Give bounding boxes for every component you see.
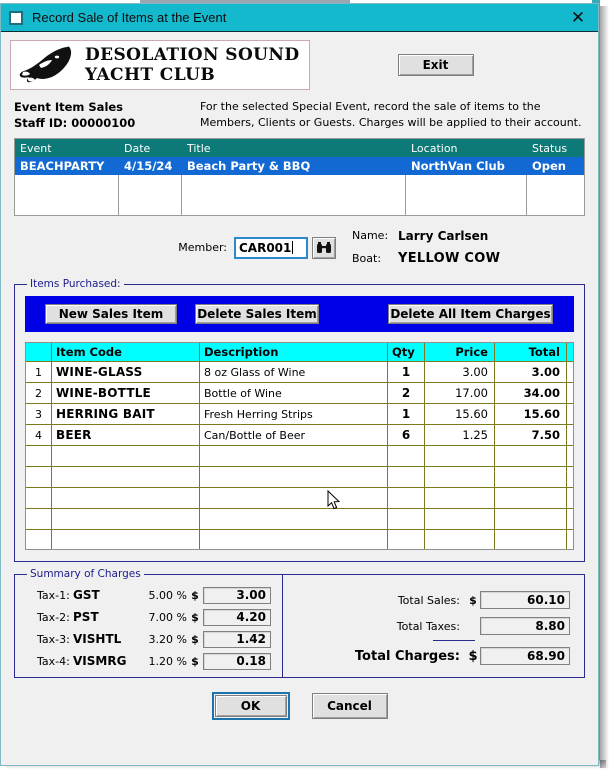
dialog-body [1,32,598,765]
cell-qty [388,530,425,550]
items-table[interactable] [25,342,574,550]
tax-index-label: Tax-1: [37,588,70,602]
summary-inner [15,575,584,677]
staff-id: Staff ID: 00000100 [14,116,136,130]
cell-qty [388,467,425,487]
member-label: Member: [178,241,227,254]
tax-row [37,606,282,628]
items-table-header [26,343,573,362]
cell-total [495,509,567,529]
tax-name: GST [73,588,100,602]
cell-price [425,509,495,529]
cell-item-code: WINE-GLASS [52,362,200,382]
new-sales-item-button[interactable]: New Sales Item [45,304,177,324]
events-col-event: Event [20,141,52,155]
cell-index: 3 [26,404,52,424]
cell-qty: 2 [388,383,425,403]
items-purchased-group [14,278,585,562]
table-row[interactable] [26,509,573,530]
tax-row [37,584,282,606]
empty-col-title [182,175,406,215]
empty-col-location [406,175,527,215]
cell-description: Can/Bottle of Beer [200,425,388,445]
items-col-qty: Qty [388,343,425,361]
cell-total [495,446,567,466]
cell-qty [388,488,425,508]
total-taxes-label: Total Taxes: [396,619,460,633]
totals-panel [283,575,584,677]
cell-description [200,530,388,550]
cell-qty [388,509,425,529]
cell-qty: 6 [388,425,425,445]
tax-index-label: Tax-2: [37,610,70,624]
cell-total: 7.50 [495,425,567,445]
summary-group-title: Summary of Charges [27,568,144,580]
table-row[interactable] [26,467,573,488]
total-charges-value: 68.90 [480,647,570,665]
cell-price [425,467,495,487]
events-col-title: Title [187,141,211,155]
ok-button-focus-ring [212,692,290,720]
cell-index [26,467,52,487]
info-description [200,99,581,131]
total-sales-value: 60.10 [480,591,570,609]
cell-price: 1.25 [425,425,495,445]
cancel-button[interactable]: Cancel [312,693,388,719]
cell-item-code [52,530,200,550]
cell-date: 4/15/24 [124,159,173,173]
header-row [10,32,589,90]
cell-total [495,467,567,487]
items-col-description: Description [200,343,388,361]
cell-description: 8 oz Glass of Wine [200,362,388,382]
empty-col-date [119,175,182,215]
total-sales-label: Total Sales: [397,593,460,607]
cell-item-code: HERRING BAIT [52,404,200,424]
total-sales-row [283,587,570,613]
record-sale-dialog [0,3,599,766]
cell-index [26,509,52,529]
total-charges-label: Total Charges: [354,648,460,664]
items-col-item-code: Item Code [52,343,200,361]
items-col-index [26,343,52,361]
cell-description [200,467,388,487]
member-details [352,225,500,270]
total-charges-currency: $ [468,648,478,664]
empty-col-event [15,175,119,215]
total-charges-row [283,643,570,669]
tax-amount: 3.00 [203,587,271,604]
table-row[interactable] [26,425,573,446]
items-table-body [26,362,573,550]
cell-total: 15.60 [495,404,567,424]
cell-description [200,446,388,466]
member-lookup-button[interactable] [312,237,336,259]
cell-total: 3.00 [495,362,567,382]
tax-name: VISHTL [73,632,122,646]
cell-description: Bottle of Wine [200,383,388,403]
cell-price: 3.00 [425,362,495,382]
tax-currency: $ [191,632,199,646]
cell-index: 1 [26,362,52,382]
totals-divider [433,640,475,641]
text-caret [292,241,293,254]
tax-currency: $ [191,654,199,668]
tax-amount: 4.20 [203,609,271,626]
tax-currency: $ [191,610,199,624]
cell-title: Beach Party & BBQ [187,159,311,173]
cell-description: Fresh Herring Strips [200,404,388,424]
cell-item-code [52,467,200,487]
table-row[interactable] [26,362,573,383]
window-shadow-right [600,6,609,768]
cell-item-code [52,488,200,508]
tax-row [37,650,282,672]
items-action-bar [25,296,574,332]
events-col-date: Date [124,141,151,155]
tax-currency: $ [191,588,199,602]
cell-price [425,530,495,550]
cell-qty: 1 [388,404,425,424]
events-grid-empty-area[interactable] [15,175,584,215]
cell-price [425,488,495,508]
member-input[interactable] [234,237,308,259]
info-row [10,99,589,131]
ok-button[interactable]: OK [215,695,287,717]
tax-amount: 0.18 [203,653,271,670]
events-grid-header [15,139,584,157]
delete-sales-item-button[interactable]: Delete Sales Item [195,304,319,324]
description-line-2: Members, Clients or Guests. Charges will be applied to their account. [200,116,582,129]
total-taxes-row [283,613,570,639]
tax-index-label: Tax-3: [37,632,70,646]
tax-index-label: Tax-4: [37,654,70,668]
delete-all-item-charges-button[interactable]: Delete All Item Charges [388,304,553,324]
window-icon [9,11,23,25]
cell-index [26,488,52,508]
member-name-value: Larry Carlsen [398,229,489,243]
tax-name: PST [73,610,99,624]
window-title: Record Sale of Items at the Event [32,10,227,25]
cell-price [425,446,495,466]
tax-percent: 3.20 % [148,632,187,646]
dialog-footer [10,692,589,720]
tax-percent: 7.00 % [148,610,187,624]
binoculars-icon [316,242,332,254]
description-line-1: For the selected Special Event, record the sale of items to the [200,100,541,113]
total-taxes-value: 8.80 [480,617,570,635]
cell-index [26,446,52,466]
member-name-row [352,225,500,247]
cell-item-code: BEER [52,425,200,445]
table-row[interactable] [26,446,573,467]
events-grid-row-selected[interactable] [15,157,584,175]
cell-index [26,530,52,550]
cell-item-code [52,509,200,529]
member-row [10,225,589,270]
items-col-total: Total [495,343,567,361]
summary-of-charges-group [14,568,585,678]
cell-status: Open [532,159,566,173]
cell-event: BEACHPARTY [20,159,105,173]
close-icon[interactable]: ✕ [570,7,586,27]
table-row[interactable] [26,383,573,404]
events-col-location: Location [411,141,458,155]
tax-name: VISMRG [73,654,127,668]
club-logo [10,40,310,90]
cell-item-code [52,446,200,466]
cell-price: 17.00 [425,383,495,403]
cell-item-code: WINE-BOTTLE [52,383,200,403]
tax-percent: 5.00 % [148,588,187,602]
items-group-title: Items Purchased: [27,278,124,290]
table-row[interactable] [26,404,573,425]
member-boat-value: YELLOW COW [398,251,501,266]
events-grid[interactable] [14,138,585,216]
tax-breakdown [15,575,283,677]
tax-percent: 1.20 % [148,654,187,668]
title-bar [1,4,598,32]
logo-line-1: DESOLATION SOUND [85,45,300,65]
cell-description [200,488,388,508]
club-logo-text [85,45,299,85]
tax-amount: 1.42 [203,631,271,648]
cell-total [495,488,567,508]
cell-total: 34.00 [495,383,567,403]
cell-index: 2 [26,383,52,403]
cell-index: 4 [26,425,52,445]
member-boat-row [352,248,500,270]
member-name-label: Name: [352,229,389,242]
section-heading: Event Item Sales [14,100,124,114]
table-row[interactable] [26,530,573,550]
member-input-value: CAR001 [239,240,292,255]
exit-button[interactable]: Exit [398,54,474,76]
items-col-price: Price [425,343,495,361]
events-col-status: Status [532,141,568,155]
member-boat-label: Boat: [352,252,382,265]
cell-description [200,509,388,529]
tax-row [37,628,282,650]
empty-col-status [527,175,584,215]
table-row[interactable] [26,488,573,509]
cell-qty: 1 [388,362,425,382]
exit-button-wrap [310,40,589,76]
cell-qty [388,446,425,466]
cell-location: NorthVan Club [411,159,505,173]
orca-whale-icon [17,44,79,86]
logo-line-2: YACHT CLUB [85,65,216,85]
info-left [14,99,200,131]
total-sales-currency: $ [469,593,477,607]
cell-price: 15.60 [425,404,495,424]
cell-total [495,530,567,550]
